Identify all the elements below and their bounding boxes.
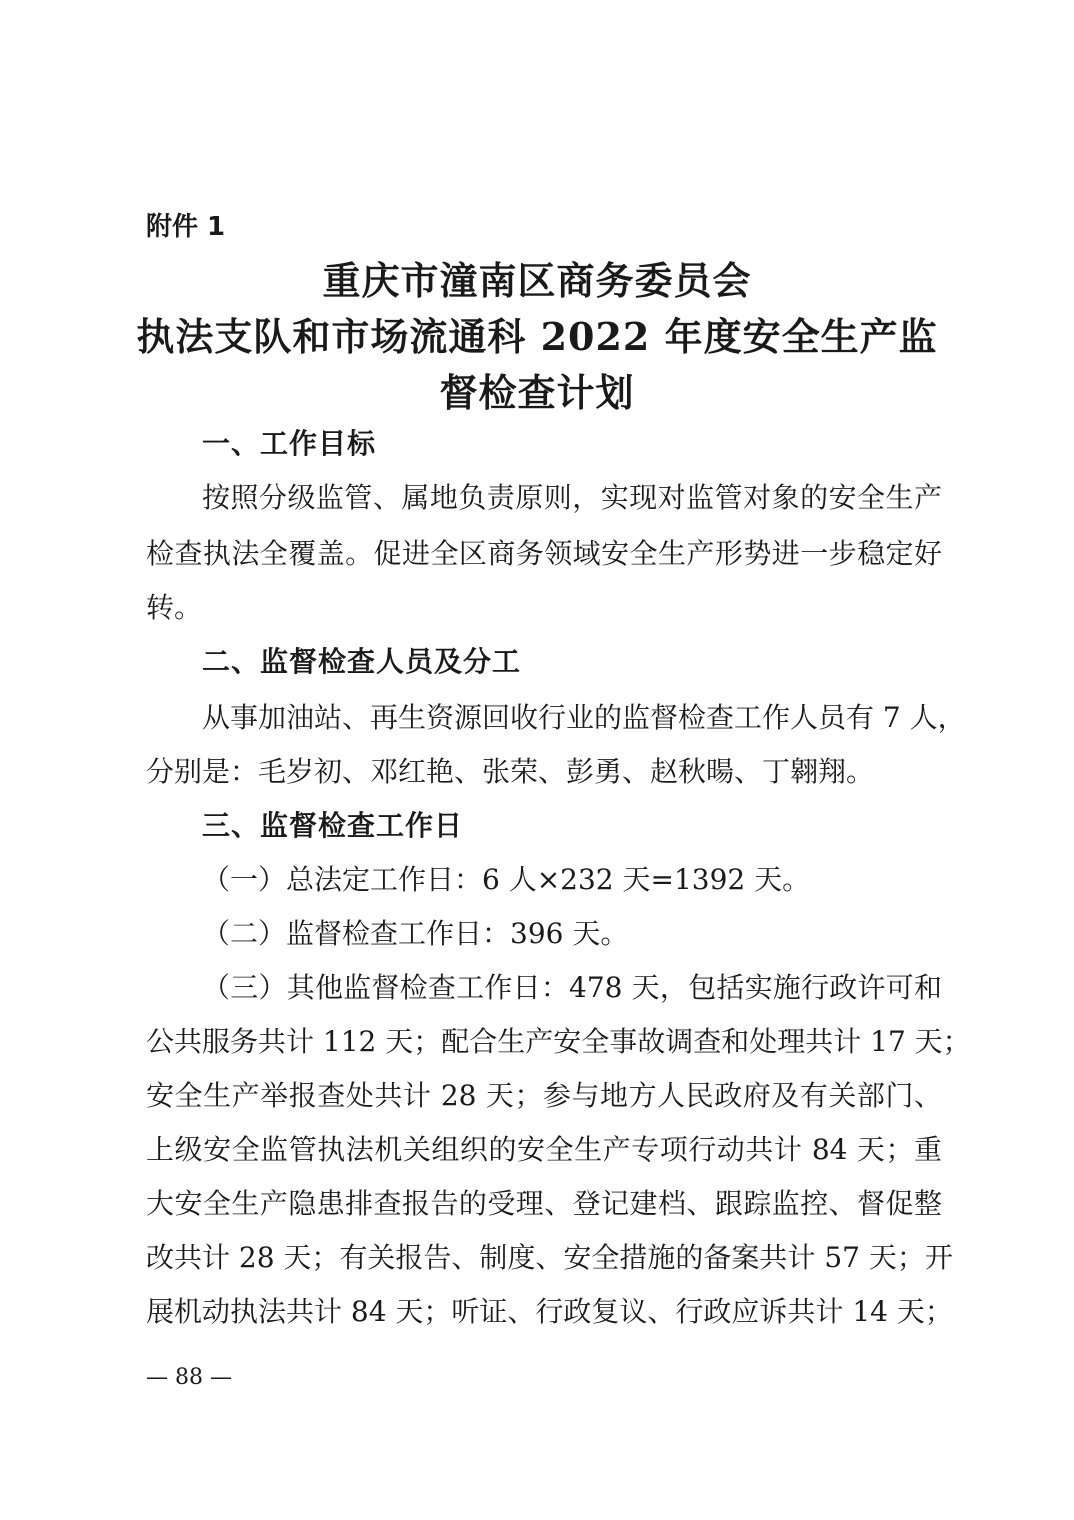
paragraph-line: 上级安全监管执法机关组织的安全生产专项行动共计 84 天；重 — [146, 1133, 942, 1166]
paragraph-line: 检查执法全覆盖。促进全区商务领域安全生产形势进一步稳定好 — [146, 537, 942, 570]
paragraph-line: 转。 — [146, 591, 203, 624]
section-heading-personnel: 二、监督检查人员及分工 — [202, 645, 522, 678]
paragraph-line: （一）总法定工作日：6 人×232 天=1392 天。 — [202, 863, 811, 896]
paragraph-line: 改共计 28 天；有关报告、制度、安全措施的备案共计 57 天；开 — [146, 1241, 953, 1274]
paragraph-line: 公共服务共计 112 天；配合生产安全事故调查和处理共计 17 天； — [146, 1025, 971, 1058]
paragraph-line: 按照分级监管、属地负责原则，实现对监管对象的安全生产 — [202, 481, 942, 514]
title-line-2: 执法支队和市场流通科 2022 年度安全生产监 — [136, 314, 938, 359]
section-heading-goals: 一、工作目标 — [202, 427, 377, 460]
page-number: — 88 — — [146, 1365, 232, 1390]
paragraph-line: 分别是：毛岁初、邓红艳、张荣、彭勇、赵秋暘、丁翱翔。 — [146, 755, 875, 788]
paragraph-line: 展机动执法共计 84 天；听证、行政复议、行政应诉共计 14 天； — [146, 1295, 953, 1328]
title-line-1: 重庆市潼南区商务委员会 — [322, 258, 752, 303]
attachment-label: 附件 1 — [146, 212, 226, 242]
paragraph-line: （二）监督检查工作日：396 天。 — [202, 917, 629, 950]
paragraph-line: 安全生产举报查处共计 28 天；参与地方人民政府及有关部门、 — [146, 1079, 942, 1112]
section-heading-workdays: 三、监督检查工作日 — [202, 809, 464, 842]
paragraph-line: （三）其他监督检查工作日：478 天，包括实施行政许可和 — [202, 971, 942, 1004]
title-line-3: 督检查计划 — [439, 370, 635, 415]
paragraph-line: 大安全生产隐患排查报告的受理、登记建档、跟踪监控、督促整 — [146, 1187, 942, 1220]
paragraph-line: 从事加油站、再生资源回收行业的监督检查工作人员有 7 人， — [202, 701, 966, 734]
